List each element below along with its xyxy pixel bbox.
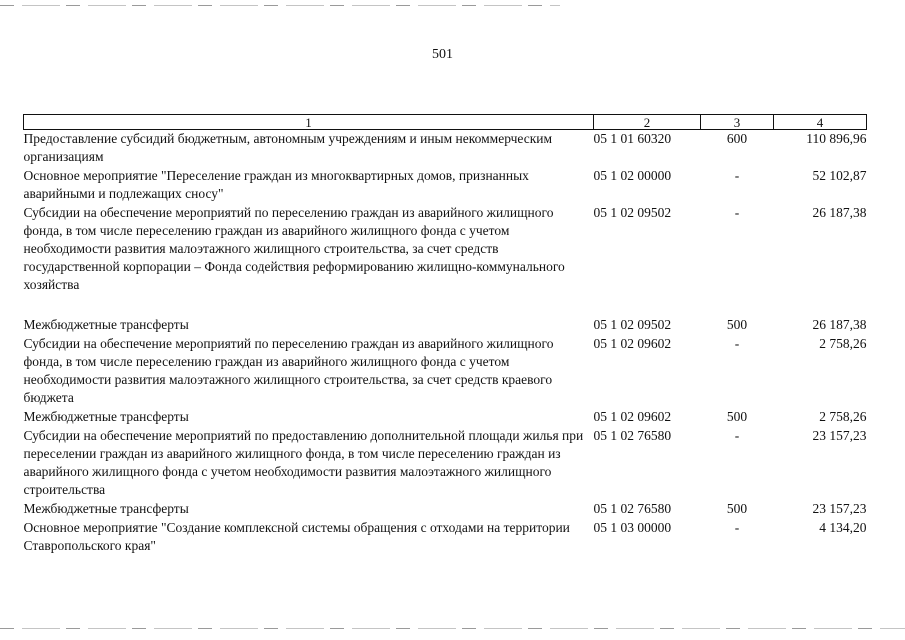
row-name: Субсидии на обеспечение мероприятий по переселению граждан из аварийного жилищного фонда, в том числе переселению граждан из аварийного жилищного фонда с учетом необходимости развития малоэтажного жилищного строительства, за счет средств краевого бюджета [23,336,554,405]
row-name: Межбюджетные трансферты [23,317,189,332]
header-col-2: 2 [594,115,701,130]
row-spacer [24,295,867,316]
row-code: 05 1 02 76580 [593,428,672,443]
row-name: Субсидии на обеспечение мероприятий по предоставлению дополнительной площади жилья при переселении граждан из аварийного жилищного фонда, в том числе переселению граждан из аварийного жилищного фонда с учетом необходимости развития малоэтажного жилищного строительства [23,428,584,497]
row-code: 05 1 01 60320 [593,131,672,146]
row-amount: 52 102,87 [812,168,867,183]
row-code: 05 1 02 76580 [593,501,672,516]
row-code: 05 1 03 00000 [593,520,672,535]
row-name: Предоставление субсидий бюджетным, автономным учреждениям и иным некоммерческим организациям [23,131,553,164]
row-amount: 2 758,26 [819,409,867,424]
row-type: - [734,168,740,183]
header-col-1: 1 [24,115,594,130]
row-type: 500 [726,409,748,424]
row-code: 05 1 02 09602 [593,409,672,424]
page-number: 501 [432,47,453,62]
table-header-row [24,115,867,130]
budget-table [23,114,867,556]
table-row [24,204,867,295]
row-type: 600 [726,131,748,146]
row-amount: 4 134,20 [819,520,867,535]
row-type: - [734,520,740,535]
row-name: Субсидии на обеспечение мероприятий по переселению граждан из аварийного жилищного фонда, в том числе переселению граждан из аварийного жилищного фонда с учетом необходимости развития малоэтажного жилищного строительства, за счет средств государственной корпорации – Фонда содействия реформированию жилищно-коммунального хозяйства [23,205,565,292]
table-row [24,427,867,500]
row-code: 05 1 02 09502 [593,205,672,220]
table-row [24,519,867,556]
row-code: 05 1 02 00000 [593,168,672,183]
row-type: - [734,205,740,220]
row-amount: 26 187,38 [812,317,867,332]
row-code: 05 1 02 09502 [593,317,672,332]
row-type: 500 [726,317,748,332]
row-name: Межбюджетные трансферты [23,409,189,424]
row-amount: 2 758,26 [819,336,867,351]
row-amount: 110 896,96 [806,131,867,146]
table-row [24,335,867,408]
row-type: - [734,428,740,443]
row-name: Основное мероприятие "Создание комплексной системы обращения с отходами на территории Ставропольского края" [23,520,570,553]
row-type: - [734,336,740,351]
table-row [24,130,867,168]
row-amount: 23 157,23 [812,501,867,516]
row-name: Межбюджетные трансферты [23,501,189,516]
table-row [24,167,867,204]
header-col-3: 3 [701,115,774,130]
row-code: 05 1 02 09602 [593,336,672,351]
header-col-4: 4 [774,115,867,130]
row-type: 500 [726,501,748,516]
scan-artifact-bottom [0,628,905,629]
scan-artifact-top [0,5,560,6]
row-amount: 23 157,23 [812,428,867,443]
table-row [24,408,867,427]
table-row [24,316,867,335]
row-amount: 26 187,38 [812,205,867,220]
row-name: Основное мероприятие "Переселение граждан из многоквартирных домов, признанных аварийными и подлежащих сносу" [23,168,529,201]
table-row [24,500,867,519]
